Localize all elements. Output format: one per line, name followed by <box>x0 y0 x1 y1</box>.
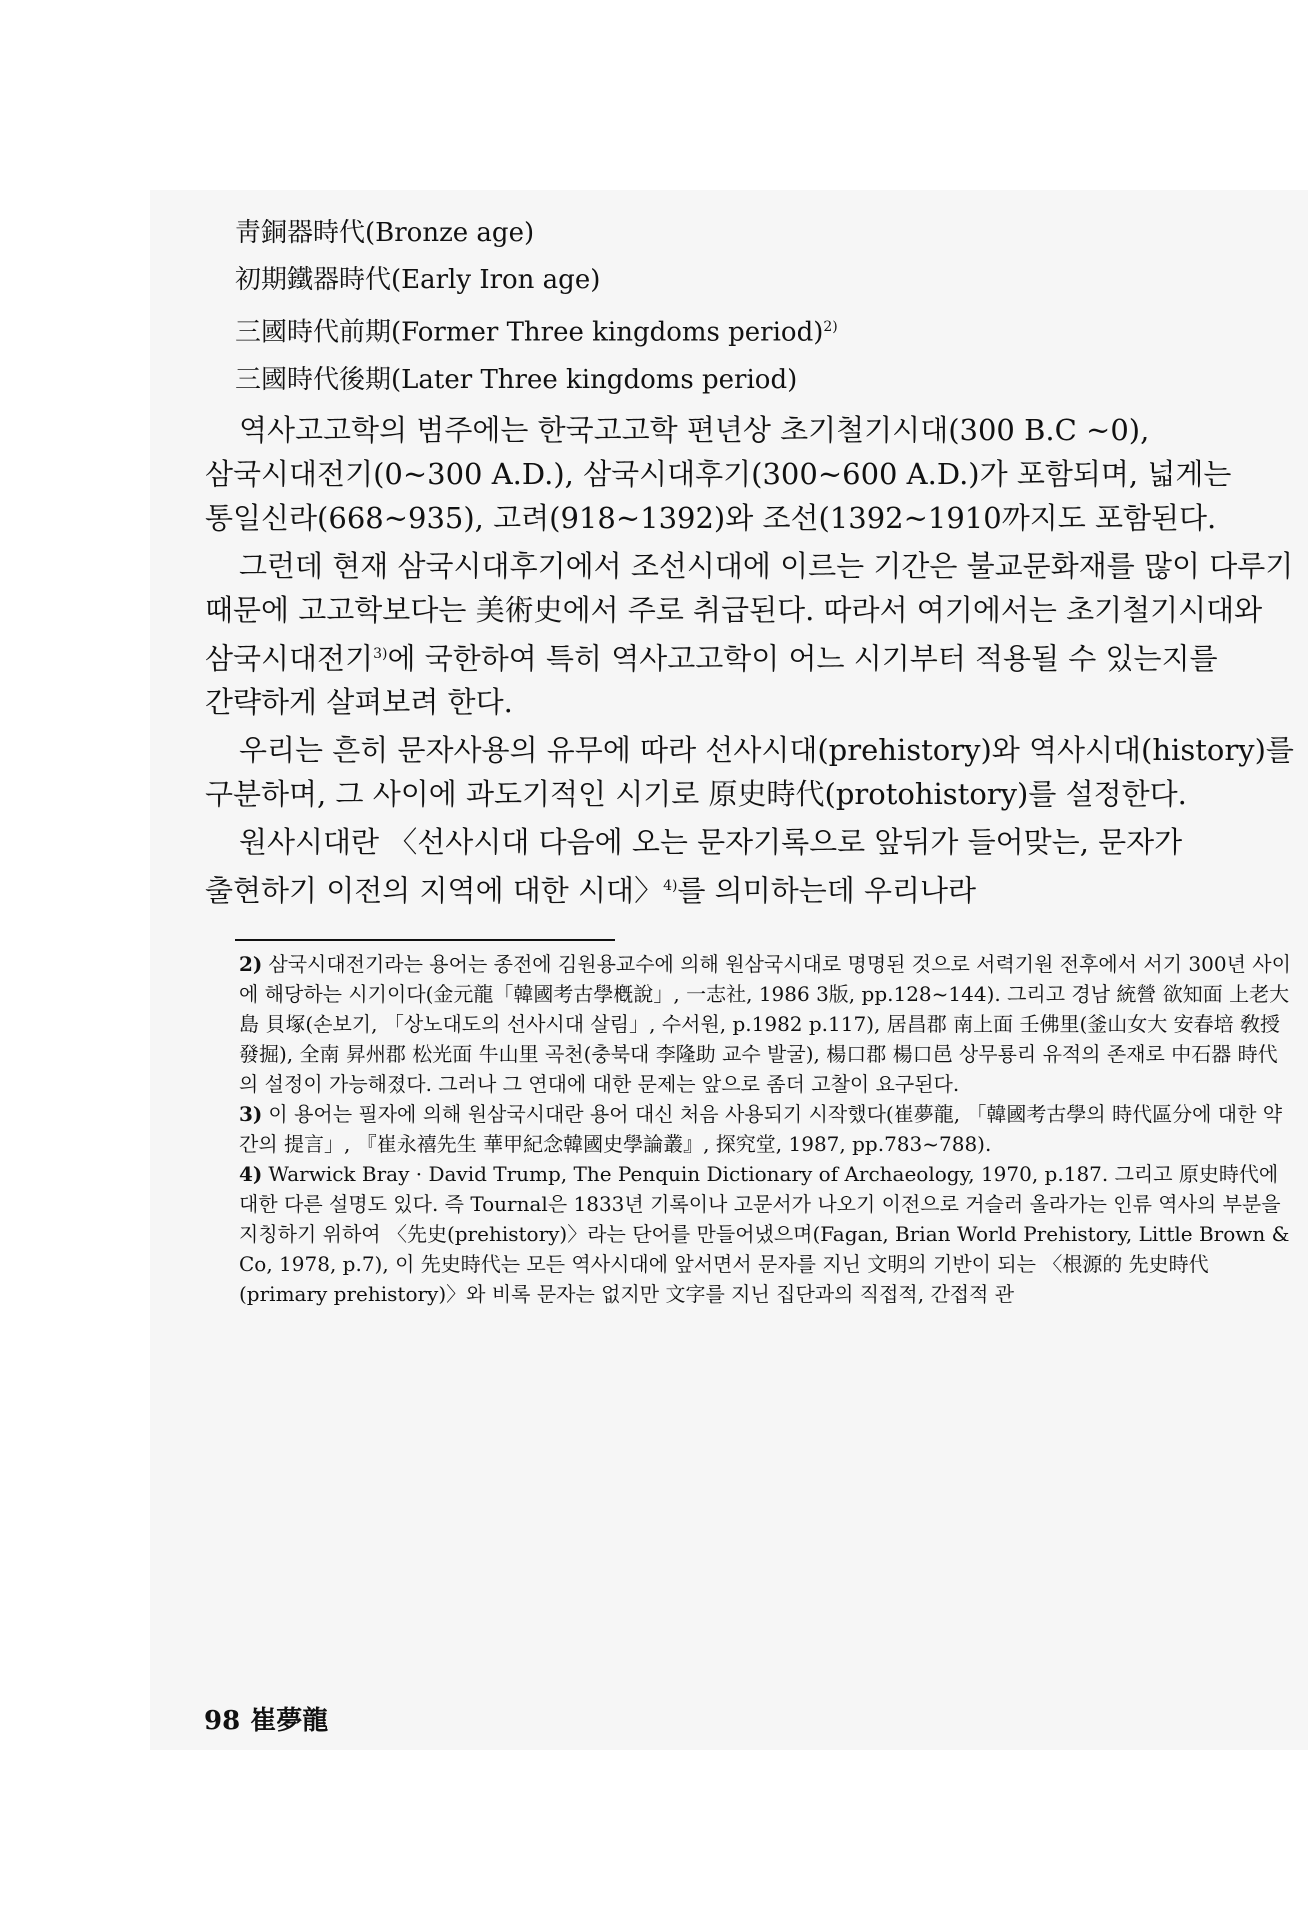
footnote-text: 삼국시대전기라는 용어는 종전에 김원용교수에 의해 원삼국시대로 명명된 것으로 서력기원 전후에서 서기 300년 사이에 해당하는 시기이다(金元龍「韓國考古學槪說」, 一志社, 1986 3版, pp.128~144). 그리고 경남 統營 欲知面 上老大島 貝塚(손보기, 「상노대도의 선사시대 살림」, 수서원, p.1982 p.117), 居昌郡 南上面 壬佛里(釜山女大 安春培 敎授 發掘), 全南 昇州郡 松光面 牛山里 곡천(충북대 李隆助 교수 발굴), 楊口郡 楊口邑 상무룡리 유적의 존재로 中石器 時代의 설정이 가능해졌다. 그러나 그 연대에 대한 문제는 앞으로 좀더 고찰이 요구된다. <box>239 951 1291 1096</box>
footnote-text: 이 용어는 필자에 의해 원삼국시대란 용어 대신 처음 사용되기 시작했다(崔夢龍, 「韓國考古學의 時代區分에 대한 약간의 提言」, 『崔永禧先生 華甲紀念韓國史學論叢』, 探究堂, 1987, pp.783~788). <box>239 1101 1283 1156</box>
footnote-ref-4: 4) <box>663 878 678 895</box>
period-former-three-kingdoms <box>235 304 1295 357</box>
paragraph-2-part-a: 그런데 현재 삼국시대후기에서 조선시대에 이르는 기간은 불교문화재를 많이 다루기 때문에 고고학보다는 美術史에서 주로 취급된다. 따라서 여기에서는 초기철기시대와 삼국시대전기 <box>205 548 1294 676</box>
footnote-number: 2) <box>239 951 263 976</box>
paragraph-2 <box>205 544 1295 725</box>
period-later-three-kingdoms: 三國時代後期(Later Three kingdoms period) <box>235 364 798 395</box>
footnote-4 <box>239 1159 1295 1309</box>
footnote-text: Warwick Bray · David Trump, The Penquin Dictionary of Archaeology, 1970, p.187. 그리고 原史時代에 대한 다른 설명도 있다. 즉 Tournal은 1833년 기록이나 고문서가 나오기 이전으로 거슬러 올라가는 인류 역사의 부분을 지칭하기 위하여 〈先史(prehistory)〉라는 단어를 만들어냈으며(Fagan, Brian World Prehistory, Little Brown & Co, 1978, p.7), 이 先史時代는 모든 역사시대에 앞서면서 문자를 지닌 文明의 기반이 되는 〈根源的 先史時代(primary prehistory)〉와 비록 문자는 없지만 文字를 지닌 집단과의 직접적, 간접적 관 <box>239 1161 1290 1306</box>
period-list <box>235 210 1295 404</box>
period-bronze-age: 靑銅器時代(Bronze age) <box>235 218 535 248</box>
paragraph-4-part-b: 를 의미하는데 우리나라 <box>677 873 977 908</box>
footnote-2 <box>239 949 1295 1099</box>
footnote-number: 3) <box>239 1101 263 1126</box>
page-footer <box>204 1700 328 1737</box>
paragraph-1: 역사고고학의 범주에는 한국고고학 편년상 초기철기시대(300 B.C ~0), 삼국시대전기(0~300 A.D.), 삼국시대후기(300~600 A.D.)가 포함되며, 넓게는 통일신라(668~935), 고려(918~1392)와 조선(1392~1910까지도 포함된다. <box>205 412 1232 535</box>
footnote-ref-2: 2) <box>823 319 838 335</box>
paragraph-4 <box>205 820 1295 913</box>
footnote-divider <box>235 939 615 941</box>
footnote-number: 4) <box>239 1161 263 1186</box>
body-text <box>205 408 1295 913</box>
period-early-iron-age: 初期鐵器時代(Early Iron age) <box>235 265 601 295</box>
footnote-ref-3: 3) <box>373 645 388 662</box>
author-name: 崔夢龍 <box>250 1706 329 1736</box>
paragraph-2-part-b: 에 국한하여 특히 역사고고학이 어느 시기부터 적용될 수 있는지를 간략하게 살펴보려 한다. <box>205 641 1218 720</box>
paragraph-4-part-a: 원사시대란 〈선사시대 다음에 오는 문자기록으로 앞뒤가 들어맞는, 문자가 출현하기 이전의 지역에 대한 시대〉 <box>205 825 1183 908</box>
footnotes <box>239 949 1295 1309</box>
footnote-3 <box>239 1099 1295 1159</box>
page-number: 98 <box>204 1706 241 1736</box>
paragraph-3: 우리는 흔히 문자사용의 유무에 따라 선사시대(prehistory)와 역사시대(history)를 구분하며, 그 사이에 과도기적인 시기로 原史時代(protohistory)를 설정한다. <box>205 733 1294 812</box>
document-page <box>205 210 1295 1309</box>
period-former-three-kingdoms-text: 三國時代前期(Former Three kingdoms period) <box>235 317 824 348</box>
